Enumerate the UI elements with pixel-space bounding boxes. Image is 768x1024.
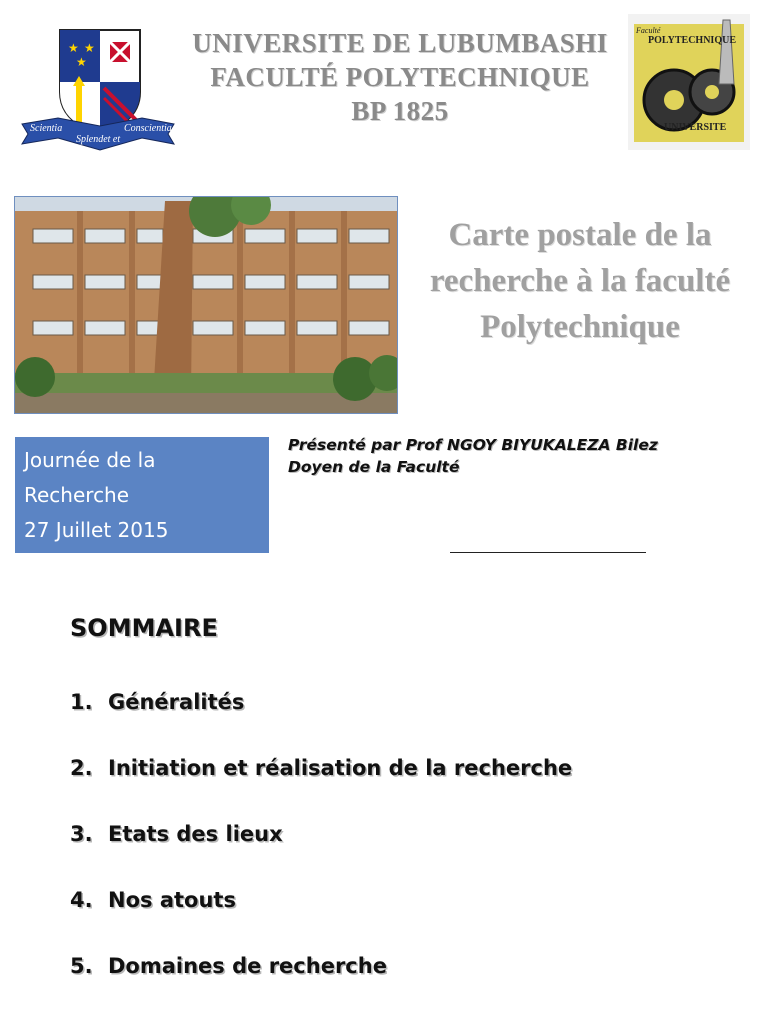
event-line-2: Recherche: [24, 483, 130, 507]
toc-item: [70, 756, 572, 822]
svg-text:★: ★: [68, 41, 79, 55]
presenter-info: [288, 434, 763, 478]
faculty-polytechnique-logo: [628, 14, 750, 150]
university-name: UNIVERSITE DE LUBUMBASHI: [192, 28, 608, 58]
toc-item: [70, 888, 572, 954]
toc-item-label: Etats des lieux: [108, 822, 283, 846]
event-line-1: Journée de la: [24, 448, 156, 472]
logo-universite-text: UNIVERSITE: [664, 122, 727, 133]
toc-item-number: 2.: [70, 756, 93, 780]
presentation-title-line-3: Polytechnique: [480, 309, 680, 345]
sommaire-heading: SOMMAIRE: [70, 614, 218, 642]
university-title: [150, 26, 650, 128]
toc-item-number: 5.: [70, 954, 93, 978]
presentation-title: [400, 212, 760, 350]
toc-item-number: 1.: [70, 690, 93, 714]
event-info-box: [15, 437, 269, 553]
toc-item-label: Initiation et réalisation de la recherche: [108, 756, 573, 780]
svg-text:★: ★: [84, 41, 95, 55]
crest-motto-right: Conscientia: [124, 123, 172, 134]
table-of-contents: [70, 690, 572, 1020]
faculty-building-photo: [14, 196, 398, 414]
crest-motto-center: Splendet et: [76, 134, 121, 145]
crest-motto-left: Scientia: [30, 123, 63, 134]
toc-item: [70, 822, 572, 888]
presenter-name: Présenté par Prof NGOY BIYUKALEZA Bilez: [288, 436, 658, 454]
toc-item-label: Généralités: [108, 690, 245, 714]
toc-item: [70, 690, 572, 756]
faculty-name: FACULTÉ POLYTECHNIQUE: [210, 62, 590, 92]
presentation-title-line-2: recherche à la faculté: [429, 263, 731, 299]
toc-item-label: Nos atouts: [108, 888, 236, 912]
postal-box: BP 1825: [351, 96, 449, 126]
event-date: 27 Juillet 2015: [24, 518, 169, 542]
logo-polytechnique-text: POLYTECHNIQUE: [648, 35, 736, 46]
presentation-title-line-1: Carte postale de la: [448, 217, 712, 253]
toc-item-number: 4.: [70, 888, 93, 912]
signature-line: [450, 552, 646, 553]
logo-faculte-text: Faculté: [636, 26, 661, 35]
toc-item-label: Domaines de recherche: [108, 954, 387, 978]
presenter-role: Doyen de la Faculté: [288, 458, 460, 476]
toc-item: [70, 954, 572, 1020]
toc-item-number: 3.: [70, 822, 93, 846]
svg-text:★: ★: [76, 55, 87, 69]
